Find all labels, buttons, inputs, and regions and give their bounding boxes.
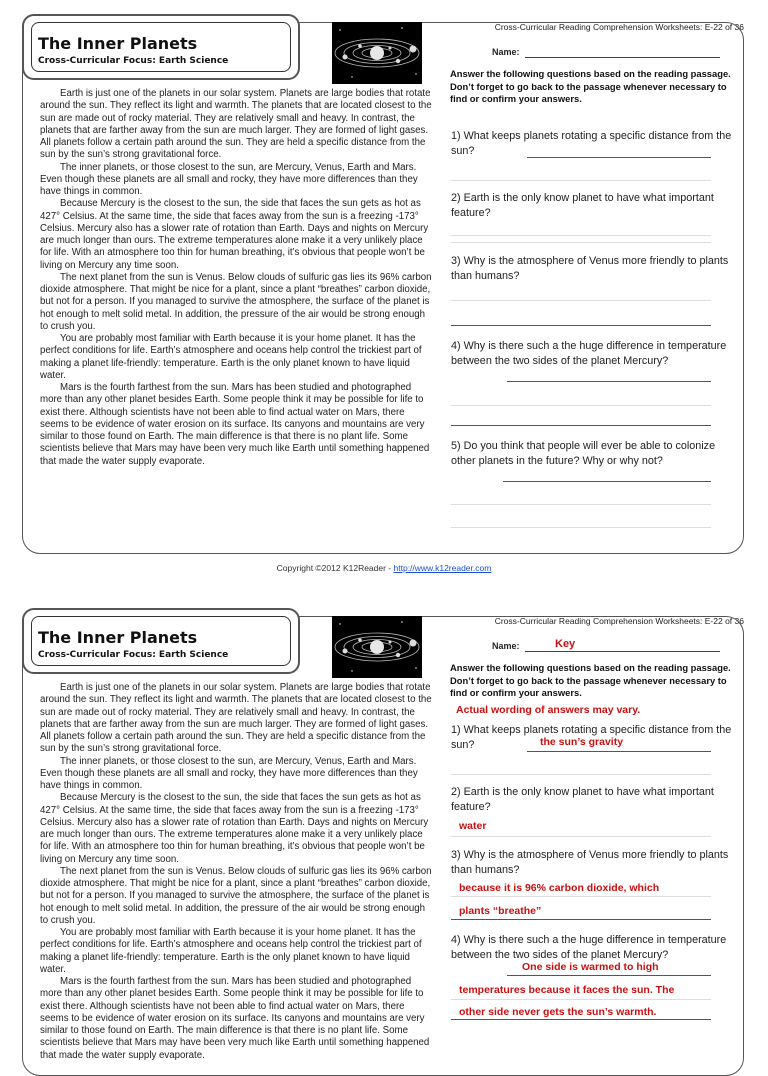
page-title: The Inner Planets (38, 34, 198, 53)
question-1: 1) What keeps planets rotating a specific distance from the sun? (451, 130, 732, 157)
answer-line-5c (451, 527, 711, 528)
answer-3-line-2: plants “breathe” (459, 905, 542, 917)
answer-line-4b (451, 405, 711, 406)
page-subtitle: Cross-Curricular Focus: Earth Science (38, 56, 229, 66)
passage-paragraph: Earth is just one of the planets in our solar system. Planets are large bodies that rotate around the sun. They reflect its light and warmth. The planets that are located closest to the sun are made out of rocky material. They are relatively small and heavy. In contrast, the planets that are farther away from the sun are much larger. They are formed of light gases. All planets follow a certain path around the sun. They are held a specific distance from the sun by the sun’s strong gravitational force. (40, 88, 432, 161)
answer-4-line-3: other side never gets the sun’s warmth. (459, 1006, 657, 1018)
name-field[interactable] (525, 57, 720, 58)
key-label: Key (555, 638, 576, 650)
passage-paragraph: The inner planets, or those closest to the sun, are Mercury, Venus, Earth and Mars. Even though these planets are all small and rocky, they have more differences than they have things in common. (40, 161, 418, 197)
passage-paragraph: The inner planets, or those closest to the sun, are Mercury, Venus, Earth and Mars. Even though these planets are all small and rocky, they have more differences than they have things in common. (40, 755, 418, 791)
answer-line-3a (451, 300, 711, 301)
page-title: The Inner Planets (38, 628, 198, 647)
answer-4-line-1: One side is warmed to high (522, 961, 659, 973)
series-label: Cross-Curricular Reading Comprehension Worksheets: E-22 of 36 (494, 616, 744, 626)
answer-line-5b (451, 504, 711, 505)
answer-line-1[interactable] (527, 751, 711, 752)
answer-2: water (459, 820, 487, 832)
answer-line-1b (451, 180, 711, 181)
copyright (0, 563, 768, 573)
answer-line-1b (451, 774, 711, 775)
instructions: Answer the following questions based on the reading passage. Don’t forget to go back to the passage whenever necessary to find or confirm your answers. (450, 68, 731, 104)
name-field[interactable] (525, 651, 720, 652)
question-2: 2) Earth is the only know planet to have what important feature? (451, 192, 714, 219)
question-5: 5) Do you think that people will ever be able to colonize other planets in the future? Why or why not? (451, 440, 716, 467)
question-3: 3) Why is the atmosphere of Venus more friendly to plants than humans? (451, 849, 729, 876)
answer-line-2a (451, 235, 711, 236)
question-2: 2) Earth is the only know planet to have what important feature? (451, 786, 714, 813)
answer-line-3b[interactable] (451, 919, 711, 920)
solar-system-icon (332, 22, 422, 84)
answer-line-3a (451, 896, 711, 897)
passage-paragraph: Because Mercury is the closest to the sun, the side that faces the sun gets as hot as 427° Celsius. At the same time, the side that faces away from the sun is a freezing -173° Celsius. Mercury also has a slower rate of rotation than Earth. Days and nights on Mercury are much longer than ours. The extreme temperatures alone make it a very unlikely place for life. With an atmosphere too thin for human breathing, it’s obvious that people won’t be living on Mercury any time soon. (40, 792, 429, 865)
passage-paragraph: Mars is the fourth farthest from the sun. Mars has been studied and photographed more than any other planet besides Earth. Some people think it may be possible for life to exist there. Although scientists have not been able to find actual water on Mars, there seems to be evidence of water erosion on its surface. Its canyons and mountains are very similar to those found on Earth. The main difference is that there is no plant life. Some scientists believe that Mars may have been very much like Earth until something happened that made the water supply evaporate. (40, 382, 430, 467)
answer-line-5[interactable] (503, 481, 711, 482)
question-4: 4) Why is there such a the huge difference in temperature between the two sides of the planet Mercury? (451, 340, 727, 367)
passage-paragraph: You are probably most familiar with Earth because it is your home planet. It has the perfect conditions for life. Earth’s atmosphere and oceans help control the trickiest part of making a planet life-friendly: temperature. Earth is the only planet known to have liquid water. (40, 927, 422, 975)
copyright-text: Copyright ©2012 K12Reader - (276, 563, 394, 573)
page-subtitle: Cross-Curricular Focus: Earth Science (38, 650, 229, 660)
answer-line-4[interactable] (507, 975, 711, 976)
passage-paragraph: The next planet from the sun is Venus. Below clouds of sulfuric gas lies its 96% carbon dioxide atmosphere. That might be nice for a plant, since a plant “breathes” carbon dioxide, but not for a person. If you managed to survive the atmosphere, the surface of the planet is hot enough to melt solid metal. In addition, the pressure of the air would be strong enough to crush you. (40, 865, 432, 926)
passage-paragraph: Earth is just one of the planets in our solar system. Planets are large bodies that rotate around the sun. They reflect its light and warmth. The planets that are located closest to the sun are made out of rocky material. They are relatively small and heavy. In contrast, the planets that are farther away from the sun are much larger. They are formed of light gases. All planets follow a certain path around the sun. They are held a specific distance from the sun by the sun’s strong gravitational force. (40, 682, 432, 755)
answer-1: the sun’s gravity (540, 736, 624, 748)
passage-paragraph: Because Mercury is the closest to the sun, the side that faces the sun gets as hot as 427° Celsius. At the same time, the side that faces away from the sun is a freezing -173° Celsius. Mercury also has a slower rate of rotation than Earth. Days and nights on Mercury are much longer than ours. The extreme temperatures alone make it a very unlikely place for life. With an atmosphere too thin for human breathing, it’s obvious that people won’t be living on Mercury any time soon. (40, 198, 429, 271)
answer-line-2b (451, 242, 711, 243)
question-4: 4) Why is there such a the huge difference in temperature between the two sides of the planet Mercury? (451, 934, 727, 961)
answer-line-1[interactable] (527, 157, 711, 158)
answer-line-4c[interactable] (451, 425, 711, 426)
name-label: Name: (492, 641, 520, 651)
series-label: Cross-Curricular Reading Comprehension Worksheets: E-22 of 36 (494, 22, 744, 32)
key-note: Actual wording of answers may vary. (456, 704, 641, 716)
answer-line-2b (451, 836, 711, 837)
reading-passage (40, 88, 432, 468)
answer-line-4[interactable] (507, 381, 711, 382)
question-3: 3) Why is the atmosphere of Venus more friendly to plants than humans? (451, 255, 729, 282)
answer-line-4b (451, 999, 711, 1000)
instructions: Answer the following questions based on the reading passage. Don’t forget to go back to the passage whenever necessary to find or confirm your answers. (450, 662, 731, 698)
solar-system-icon (332, 616, 422, 678)
answer-line-4c[interactable] (451, 1019, 711, 1020)
question-1: 1) What keeps planets rotating a specific distance from the sun? (451, 724, 732, 751)
passage-paragraph: The next planet from the sun is Venus. Below clouds of sulfuric gas lies its 96% carbon dioxide atmosphere. That might be nice for a plant, since a plant “breathes” carbon dioxide, but not for a person. If you managed to survive the atmosphere, the surface of the planet is hot enough to melt solid metal. In addition, the pressure of the air would be strong enough to crush you. (40, 271, 432, 332)
name-label: Name: (492, 47, 520, 57)
worksheet-answer-key (0, 594, 768, 1061)
passage-paragraph: Mars is the fourth farthest from the sun. Mars has been studied and photographed more than any other planet besides Earth. Some people think it may be possible for life to exist there. Although scientists have not been able to find actual water on Mars, there seems to be evidence of water erosion on its surface. Its canyons and mountains are very similar to those found on Earth. The main difference is that there is no plant life. Some scientists believe that Mars may have been very much like Earth until something happened that made the water supply evaporate. (40, 976, 430, 1061)
answer-4-line-2: temperatures because it faces the sun. The (459, 984, 675, 996)
reading-passage (40, 682, 432, 1062)
passage-paragraph: You are probably most familiar with Earth because it is your home planet. It has the perfect conditions for life. Earth’s atmosphere and oceans help control the trickiest part of making a planet life-friendly: temperature. Earth is the only planet known to have liquid water. (40, 333, 422, 381)
answer-line-3b[interactable] (451, 325, 711, 326)
copyright-link[interactable]: http://www.k12reader.com (393, 563, 492, 573)
answer-3-line-1: because it is 96% carbon dioxide, which (459, 882, 660, 894)
